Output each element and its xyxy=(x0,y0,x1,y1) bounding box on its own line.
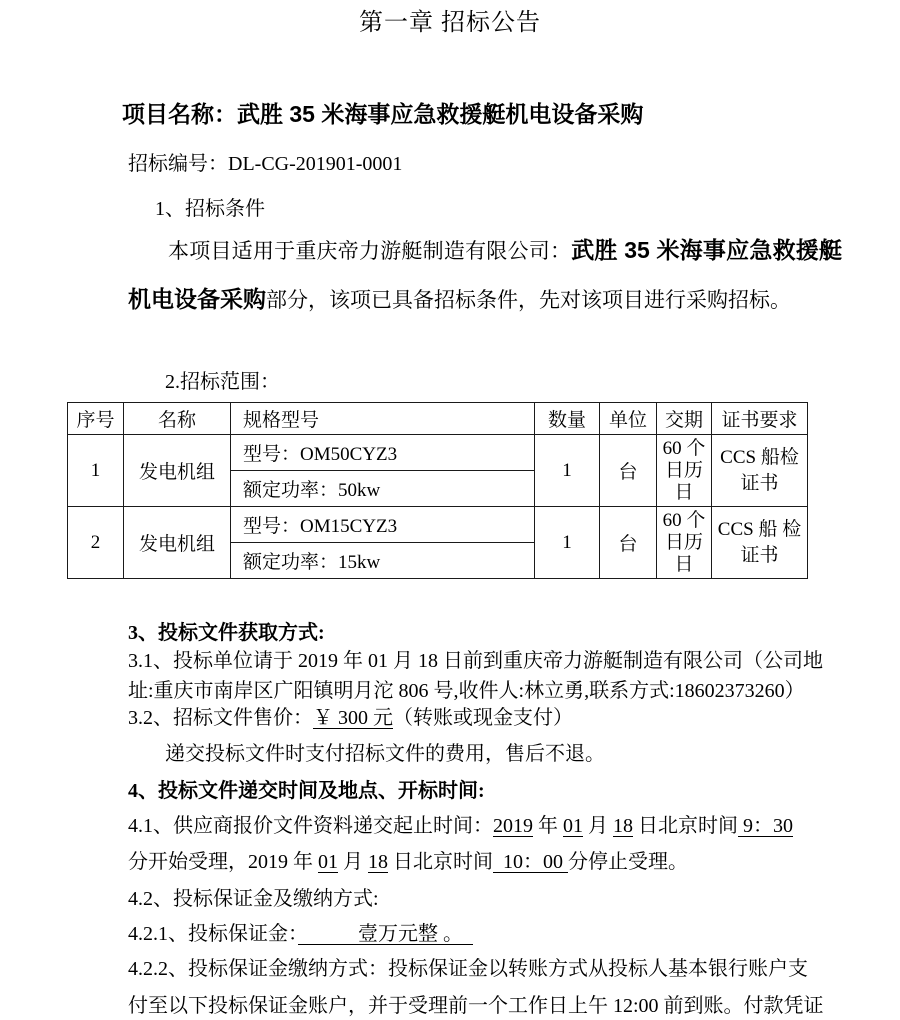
section-1-heading: 1、招标条件 xyxy=(155,198,265,220)
project-name-inline-bold: 武胜 35 米海事应 xyxy=(571,237,750,263)
section-3-2-line xyxy=(128,705,573,732)
payment-note: 递交投标文件时支付招标文件的费用，售后不退。 xyxy=(165,743,605,765)
header-spec: 规格型号 xyxy=(231,403,535,435)
table-row xyxy=(68,435,808,471)
doc-price-value: ￥ 300 元 xyxy=(313,707,393,729)
s41-text: 分开始受理，2019 年 xyxy=(128,851,318,873)
blank xyxy=(453,923,473,945)
cell-spec-model: 型号：OM15CYZ3 xyxy=(231,507,535,543)
doc-price-note: （转账或现金支付） xyxy=(393,707,573,729)
section-4-2-heading: 4.2、投标保证金及缴纳方式: xyxy=(128,888,379,910)
paragraph-text: 本项目适用于重庆帝力游艇制造有限公司： xyxy=(168,239,572,263)
section-4-heading: 4、投标文件递交时间及地点、开标时间: xyxy=(128,780,485,802)
doc-price-label: 3.2、招标文件售价： xyxy=(128,707,313,729)
s41-text: 日北京时间 xyxy=(388,851,493,873)
deposit-amount-underline xyxy=(298,923,473,945)
page-title: 第一章 招标公告 xyxy=(359,10,541,36)
s41-text: 月 xyxy=(338,851,368,873)
header-cert: 证书要求 xyxy=(712,403,808,435)
s41-text: 4.1、供应商报价文件资料递交起止时间： xyxy=(128,815,493,837)
project-name-inline-bold-2: 急救援艇机电设备采购 xyxy=(128,237,843,312)
section-4-1-line-2 xyxy=(128,849,844,876)
cell-unit: 台 xyxy=(600,435,657,507)
tender-number: 招标编号：DL-CG-201901-0001 xyxy=(128,153,403,175)
cell-delivery: 60 个日历日 xyxy=(657,435,712,507)
table-row xyxy=(68,507,808,543)
s41-text: 年 xyxy=(533,815,563,837)
s41-text: 月 xyxy=(583,815,613,837)
section-3-1-line-1: 3.1、投标单位请于 2019 年 01 月 18 日前到重庆帝力游艇制造有限公司（公司地 xyxy=(128,650,823,672)
section-4-2-2-line-2: 付至以下投标保证金账户，并于受理前一个工作日上午 12:00 前到账。付款凭证 xyxy=(128,995,824,1017)
cell-qty: 1 xyxy=(535,507,600,579)
s41-month-2: 01 xyxy=(318,851,338,873)
blank xyxy=(298,923,358,945)
header-delivery: 交期 xyxy=(657,403,712,435)
section-4-2-2-line-1: 4.2.2、投标保证金缴纳方式：投标保证金以转账方式从投标人基本银行账户支 xyxy=(128,958,808,980)
s41-text: 日北京时间 xyxy=(633,815,738,837)
scope-table xyxy=(67,402,808,579)
s41-end-time: 10：00 xyxy=(493,851,568,873)
header-seq: 序号 xyxy=(68,403,124,435)
cell-unit: 台 xyxy=(600,507,657,579)
cell-spec-power: 额定功率：50kw xyxy=(231,471,535,507)
cell-spec-model: 型号：OM50CYZ3 xyxy=(231,435,535,471)
section-3-1-line-2: 址:重庆市南岸区广阳镇明月沱 806 号,收件人:林立勇,联系方式:18602373260） xyxy=(128,680,805,702)
cell-seq: 2 xyxy=(68,507,124,579)
s41-day-2: 18 xyxy=(368,851,388,873)
s41-year: 2019 xyxy=(493,815,533,837)
deposit-label: 4.2.1、投标保证金： xyxy=(128,923,298,945)
cell-cert: CCS 船 检 证书 xyxy=(712,507,808,579)
s41-start-time: 9：30 xyxy=(738,815,793,837)
cell-spec-power: 额定功率：15kw xyxy=(231,543,535,579)
header-unit: 单位 xyxy=(600,403,657,435)
header-qty: 数量 xyxy=(535,403,600,435)
cell-seq: 1 xyxy=(68,435,124,507)
project-name: 项目名称：武胜 35 米海事应急救援艇机电设备采购 xyxy=(122,101,644,127)
cell-cert: CCS 船检证书 xyxy=(712,435,808,507)
header-name: 名称 xyxy=(124,403,231,435)
section-3-heading: 3、投标文件获取方式: xyxy=(128,622,325,644)
section-2-heading: 2.招标范围： xyxy=(165,371,280,393)
tender-conditions-paragraph xyxy=(128,226,842,324)
cell-delivery: 60 个日历日 xyxy=(657,507,712,579)
cell-name: 发电机组 xyxy=(124,507,231,579)
paragraph-text-2: 部分，该项已具备招标条件，先对该项目 xyxy=(266,288,644,312)
s41-day: 18 xyxy=(613,815,633,837)
paragraph-text-3: 进行采购招标。 xyxy=(644,288,791,312)
s41-month: 01 xyxy=(563,815,583,837)
s41-text: 分停止受理。 xyxy=(568,851,688,873)
table-header-row xyxy=(68,403,808,435)
section-4-2-1-line xyxy=(128,921,473,948)
cell-qty: 1 xyxy=(535,435,600,507)
deposit-amount: 壹万元整 。 xyxy=(358,923,453,945)
section-4-1-line-1 xyxy=(128,813,844,840)
cell-name: 发电机组 xyxy=(124,435,231,507)
